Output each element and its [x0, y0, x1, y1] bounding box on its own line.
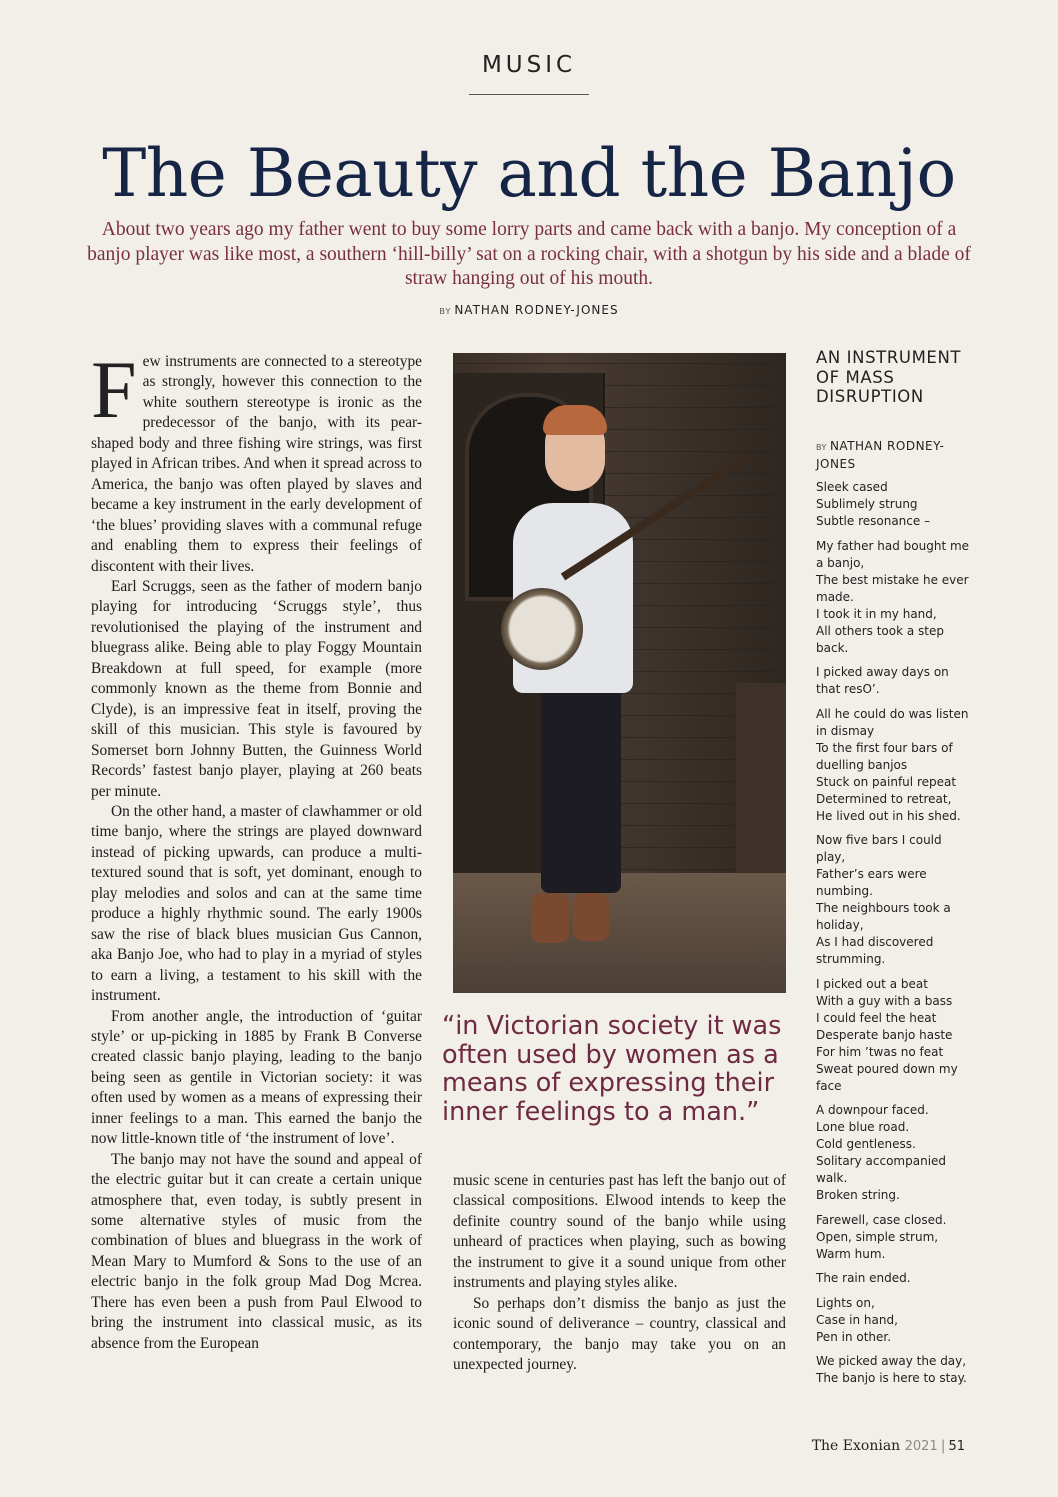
poem-line: Subtle resonance –: [816, 514, 931, 528]
poem-line: Farewell, case closed.: [816, 1212, 947, 1227]
poem-line: The best mistake he ever made.: [816, 572, 969, 604]
byline-prefix: BY: [439, 307, 452, 316]
poem-line: For him ’twas no feat: [816, 1044, 944, 1059]
section-label: MUSIC: [481, 52, 577, 78]
poem-line: Sublimely strung: [816, 497, 918, 511]
poem-line: Solitary accompanied walk.: [816, 1154, 947, 1185]
poem-stanza: [816, 1295, 974, 1346]
poem-line: My father had bought me a banjo,: [816, 538, 970, 570]
poem-line: Pen in other.: [816, 1329, 892, 1344]
poem-line: I picked out a beat: [816, 976, 928, 991]
page-number: 51: [948, 1439, 965, 1454]
photo-figure-hair: [543, 405, 607, 435]
poem-line: Lone blue road.: [816, 1120, 910, 1134]
poem-line: Sleek cased: [816, 480, 888, 494]
photo-wall-plank: [453, 363, 786, 364]
poem-line: I took it in my hand,: [816, 606, 937, 621]
poem-stanza: [816, 1102, 974, 1204]
drop-cap: F: [91, 344, 137, 435]
article-title: The Beauty and the Banjo: [102, 135, 956, 212]
poem-line: Stuck on painful repeat: [816, 774, 957, 789]
poem-stanza: [816, 664, 974, 698]
poem-stanza: [816, 1353, 974, 1387]
poem-line: I picked away days on that resO’.: [816, 665, 949, 696]
article-paragraph-2: Earl Scruggs, seen as the father of modern banjo playing for introducing ‘Scruggs style’, thus revolutionised the playing of the instrument and bluegrass alike. Being able to play Foggy Mountain Breakdown at full speed, for example (more commonly known as the theme from Bonnie and Clyde), is an impressive feat in itself, proving the skill of this musician. This style is favoured by Somerset born Johnny Butten, the Guinness World Records’ fastest banjo player, playing at 260 beats per minute.: [91, 577, 422, 800]
article-paragraph-1: [91, 344, 422, 577]
poem-line: Cold gentleness.: [816, 1137, 916, 1151]
pull-quote: “in Victorian society it was often used by women as a means of expressing their inner feelings to a man.”: [442, 1011, 782, 1127]
photo-railing: [736, 683, 786, 883]
section-divider: [469, 94, 589, 95]
banjo-player-photo: [453, 353, 786, 993]
poem-line: Case in hand,: [816, 1312, 898, 1327]
article-paragraph-4: From another angle, the introduction of ‘guitar style’ or up-picking in 1885 by Frank B Converse created classic banjo playing, leading to the banjo being seen as gentile in Victorian society: it was often used by women as a means of expressing their inner feelings to a man. This earned the banjo the now little-known title of ‘the instrument of love’.: [91, 1007, 422, 1148]
poem-line: With a guy with a bass: [816, 993, 953, 1008]
poem-line: As I had discovered strumming.: [816, 935, 934, 966]
article-paragraph-5-continued: music scene in centuries past has left the banjo out of classical compositions. Elwood intends to keep the definite country sound of the banjo while using unheard of practices when playing, such as bowing the instrument to give it a sound unique from other instruments and playing styles alike.: [453, 1172, 786, 1292]
byline-author: NATHAN RODNEY-JONES: [454, 303, 619, 317]
poem-line: Determined to retreat,: [816, 791, 952, 806]
footer-separator: |: [940, 1438, 946, 1454]
poem-line: Father’s ears were numbing.: [816, 867, 927, 898]
photo-shoe-right: [573, 893, 609, 941]
poem-line: The rain ended.: [816, 1271, 911, 1285]
poem-line: Sweat poured down my face: [816, 1061, 958, 1093]
article-column-2: [453, 1171, 786, 1376]
poem-line: We picked away the day,: [816, 1354, 967, 1368]
poem-stanza: [816, 706, 974, 825]
poem-line: Broken string.: [816, 1188, 900, 1202]
poem-line: Lights on,: [816, 1295, 875, 1310]
photo-shoe-left: [531, 893, 569, 943]
poem-line: A downpour faced.: [816, 1103, 929, 1117]
poem-line: I could feel the heat: [816, 1010, 937, 1025]
poem-stanza: [816, 1270, 974, 1287]
article-column-1: [91, 344, 422, 1354]
poem-title: AN INSTRUMENT OF MASS DISRUPTION: [816, 348, 962, 407]
poem-byline: [816, 438, 976, 473]
poem-stanza: [816, 832, 974, 968]
poem-body: [816, 479, 974, 1395]
photo-deck: [453, 873, 786, 993]
poem-byline-prefix: BY: [816, 443, 827, 452]
poem-stanza: [816, 479, 974, 530]
photo-figure-legs: [541, 683, 621, 893]
poem-line: To the first four bars of duelling banjos: [816, 740, 953, 772]
poem-line: The banjo is here to stay.: [816, 1371, 967, 1385]
page-footer: [760, 1438, 965, 1454]
poem-stanza: [816, 538, 974, 657]
poem-line: Open, simple strum,: [816, 1229, 939, 1244]
poem-line: Desperate banjo haste: [816, 1027, 953, 1042]
poem-line: All he could do was listen in dismay: [816, 706, 969, 738]
footer-year: 2021: [904, 1439, 938, 1454]
article-paragraph-3: On the other hand, a master of clawhammer or old time banjo, where the strings are played downward instead of picking upwards, can produce a multi-textured sound that is soft, yet dominant, enough to play melodies and solos and can at the same time produce a highly rhythmic sound. The early 1900s saw the rise of black blues musician Gus Cannon, aka Banjo Joe, who had to play in a myriad of styles to earn a living, a testament to his skill with the instrument.: [91, 802, 422, 1005]
article-paragraph-6: So perhaps don’t dismiss the banjo as just the iconic sound of deliverance – country, classical and contemporary, the banjo may take you on an unexpected journey.: [453, 1294, 786, 1374]
poem-byline-author: NATHAN RODNEY-JONES: [816, 439, 945, 471]
standfirst: About two years ago my father went to buy some lorry parts and came back with a banjo. My conception of a banjo player was like most, a southern ‘hill-billy’ sat on a rocking chair, with a shotgun by his side and a blade of straw hanging out of his mouth.: [87, 219, 971, 289]
footer-publication: The Exonian: [811, 1438, 901, 1454]
poem-line: Now five bars I could play,: [816, 833, 942, 864]
poem-stanza: [816, 976, 974, 1095]
article-paragraph-5: The banjo may not have the sound and appeal of the electric guitar but it can create a certain unique atmosphere that, even today, is subtly present in some alternative styles of music from the combination of blues and bluegrass in the work of Mean Mary to Mumford & Sons to the use of an electric banjo in the folk group Mad Dog Mcrea. There has even been a push from Paul Elwood to bring the instrument into classical music, as its absence from the European: [91, 1150, 422, 1352]
poem-line: Warm hum.: [816, 1246, 886, 1261]
poem-line: The neighbours took a holiday,: [816, 901, 951, 932]
paragraph-1-text: ew instruments are connected to a stereotype as strongly, however this connection to the white southern stereotype is ironic as the predecessor of the banjo, with its pear-shaped body and three fishing wire strings, was first played in African tribes. And when it spread across to America, the banjo was often played by slaves and became a key instrument in the early development of ‘the blues’ providing slaves with a communal refuge and enabling them to express their feelings of discontent with their lives.: [91, 353, 422, 575]
poem-stanza: [816, 1212, 974, 1263]
poem-line: He lived out in his shed.: [816, 808, 961, 823]
poem-line: All others took a step back.: [816, 623, 945, 655]
photo-banjo-body: [501, 588, 583, 670]
article-byline: [0, 303, 1058, 317]
